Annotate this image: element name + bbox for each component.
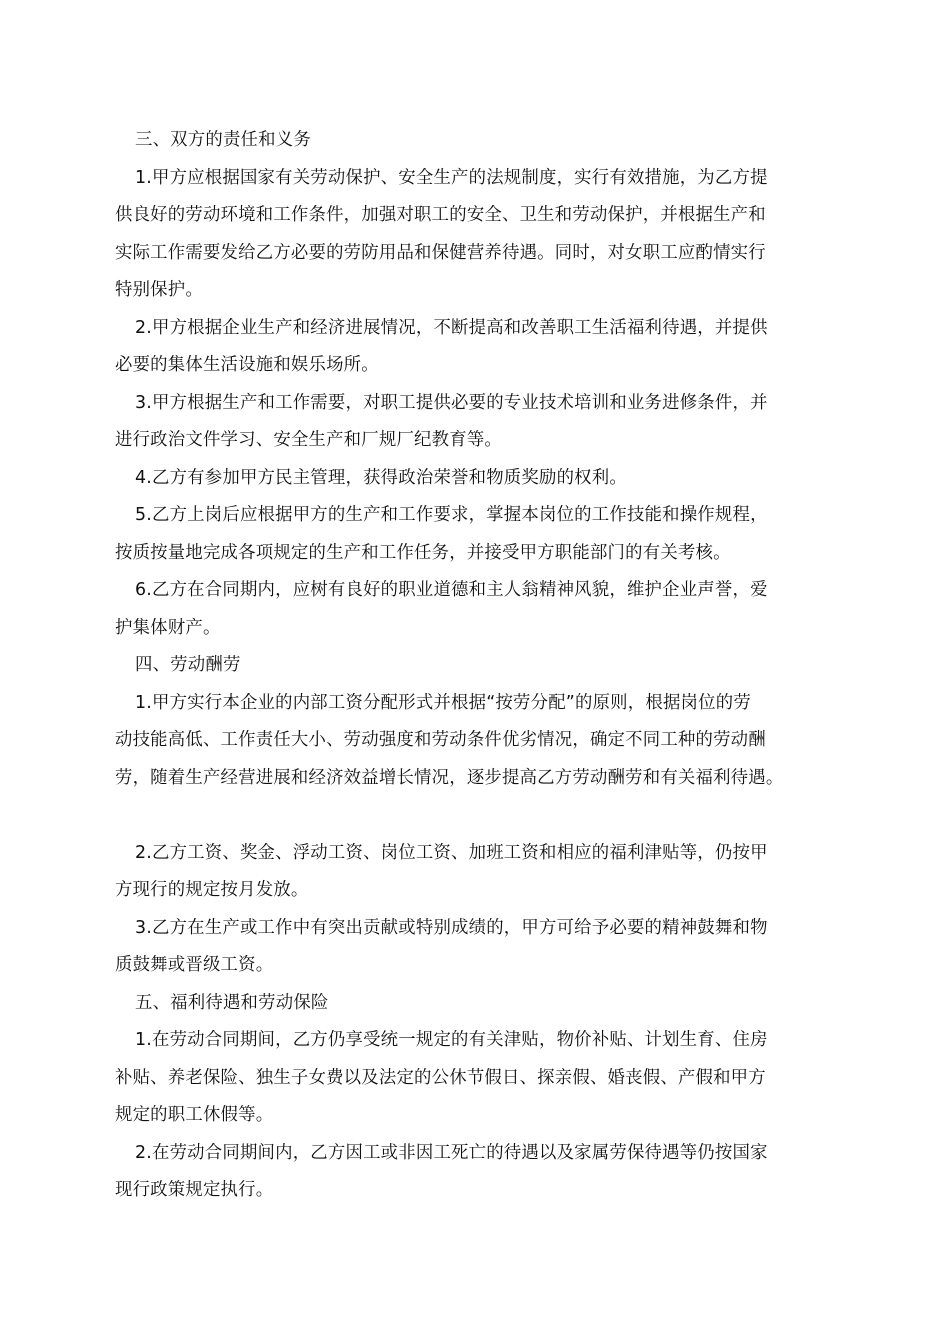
paragraph-line: 劳，随着生产经营进展和经济效益增长情况，逐步提高乙方劳动酬劳和有关福利待遇。 bbox=[115, 767, 784, 788]
blank-line bbox=[115, 797, 840, 835]
paragraph-line: 规定的职工休假等。 bbox=[115, 1105, 274, 1125]
paragraph-line: 2.在劳动合同期间内，乙方因工或非因工死亡的待遇以及家属劳保待遇等仍按国家 bbox=[135, 1142, 768, 1163]
paragraph-line: 2.乙方工资、奖金、浮动工资、岗位工资、加班工资和相应的福利津贴等，仍按甲 bbox=[135, 842, 768, 863]
paragraph-line: 质鼓舞或晋级工资。 bbox=[115, 955, 274, 975]
paragraph-line: 进行政治文件学习、安全生产和厂规厂纪教育等。 bbox=[115, 430, 502, 450]
section-heading: 五、福利待遇和劳动保险 bbox=[135, 992, 329, 1013]
paragraph-line: 按质按量地完成各项规定的生产和工作任务，并接受甲方职能部门的有关考核。 bbox=[115, 542, 731, 563]
paragraph-line: 1.甲方实行本企业的内部工资分配形式并根据“按劳分配”的原则，根据岗位的劳 bbox=[135, 692, 751, 713]
paragraph-line: 6.乙方在合同期内，应树有良好的职业道德和主人翁精神风貌，维护企业声誉，爱 bbox=[135, 580, 768, 600]
paragraph-line: 补贴、养老保险、独生子女费以及法定的公休节假日、探亲假、婚丧假、产假和甲方 bbox=[115, 1067, 766, 1088]
paragraph-line: 特别保护。 bbox=[115, 280, 203, 300]
paragraph-line: 4.乙方有参加甲方民主管理，获得政治荣誉和物质奖励的权利。 bbox=[135, 467, 627, 488]
paragraph-line: 现行政策规定执行。 bbox=[115, 1180, 274, 1200]
paragraph-line: 3.甲方根据生产和工作需要，对职工提供必要的专业技术培训和业务进修条件，并 bbox=[135, 392, 768, 413]
paragraph-line: 1.甲方应根据国家有关劳动保护、安全生产的法规制度，实行有效措施，为乙方提 bbox=[135, 167, 768, 188]
paragraph-line: 方现行的规定按月发放。 bbox=[115, 880, 309, 900]
paragraph-line: 3.乙方在生产或工作中有突出贡献或特别成绩的，甲方可给予必要的精神鼓舞和物 bbox=[135, 917, 768, 938]
paragraph-line: 1.在劳动合同期间，乙方仍享受统一规定的有关津贴，物价补贴、计划生育、住房 bbox=[135, 1030, 768, 1050]
paragraph-line: 实际工作需要发给乙方必要的劳防用品和保健营养待遇。同时，对女职工应酌情实行 bbox=[115, 242, 766, 263]
paragraph-line: 2.甲方根据企业生产和经济进展情况，不断提高和改善职工生活福利待遇，并提供 bbox=[135, 317, 768, 338]
paragraph-line: 供良好的劳动环境和工作条件，加强对职工的安全、卫生和劳动保护，并根据生产和 bbox=[115, 205, 766, 225]
section-heading: 三、双方的责任和义务 bbox=[135, 130, 311, 150]
paragraph-line: 5.乙方上岗后应根据甲方的生产和工作要求，掌握本岗位的工作技能和操作规程， bbox=[135, 505, 768, 525]
paragraph-line: 护集体财产。 bbox=[115, 617, 221, 638]
section-heading: 四、劳动酬劳 bbox=[135, 655, 241, 675]
document-body bbox=[115, 122, 840, 1210]
paragraph-line: 动技能高低、工作责任大小、劳动强度和劳动条件优劣情况，确定不同工种的劳动酬 bbox=[115, 730, 766, 750]
paragraph-line: 必要的集体生活设施和娱乐场所。 bbox=[115, 355, 379, 375]
